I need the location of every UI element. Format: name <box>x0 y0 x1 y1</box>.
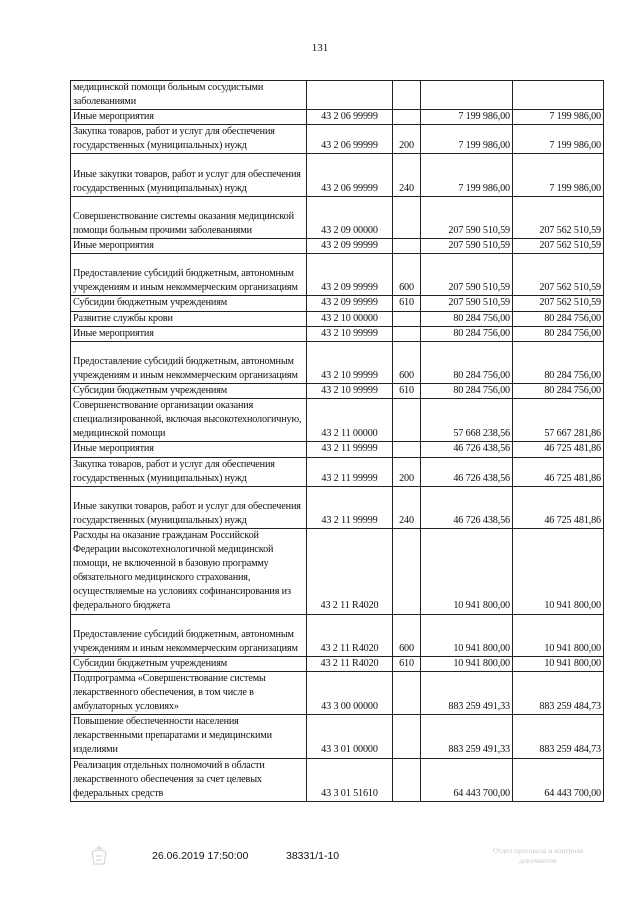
row-expense-type: 200 <box>393 125 421 154</box>
row-sum-2020: 80 284 756,00 <box>421 341 513 383</box>
row-code: 43 2 09 99999 <box>307 239 393 254</box>
row-sum-2020: 207 590 510,59 <box>421 239 513 254</box>
row-sum-2021: 207 562 510,59 <box>513 239 604 254</box>
row-sum-2021: 46 725 481,86 <box>513 442 604 457</box>
row-sum-2020: 80 284 756,00 <box>421 311 513 326</box>
table-row <box>71 110 604 125</box>
row-sum-2020: 883 259 491,33 <box>421 715 513 758</box>
row-code: 43 3 01 51610 <box>307 758 393 801</box>
row-sum-2021: 80 284 756,00 <box>513 341 604 383</box>
row-expense-type <box>393 81 421 110</box>
row-sum-2020: 80 284 756,00 <box>421 326 513 341</box>
row-name: Совершенствование системы оказания медицинской помощи больным прочими заболеваниями <box>71 196 307 238</box>
page-number: 131 <box>311 42 329 54</box>
row-code: 43 2 09 99999 <box>307 296 393 311</box>
row-name: Иные мероприятия <box>71 239 307 254</box>
row-expense-type: 200 <box>393 457 421 486</box>
row-expense-type: 600 <box>393 341 421 383</box>
row-code: 43 2 10 00000 <box>307 311 393 326</box>
row-sum-2021: 46 725 481,86 <box>513 486 604 528</box>
row-sum-2021: 883 259 484,73 <box>513 715 604 758</box>
table-row <box>71 154 604 196</box>
row-sum-2020: 7 199 986,00 <box>421 154 513 196</box>
row-sum-2020 <box>421 81 513 110</box>
row-code: 43 2 11 99999 <box>307 442 393 457</box>
row-sum-2020: 46 726 438,56 <box>421 457 513 486</box>
row-code: 43 2 11 R4020 <box>307 528 393 614</box>
row-name: Иные закупки товаров, работ и услуг для обеспечения государственных (муниципальных) нужд <box>71 154 307 196</box>
row-sum-2020: 64 443 700,00 <box>421 758 513 801</box>
row-expense-type <box>393 671 421 714</box>
row-code: 43 2 09 99999 <box>307 254 393 296</box>
row-name: Совершенствование организации оказания специализированной, включая высокотехнологичную, медицинской помощи <box>71 399 307 442</box>
row-expense-type <box>393 239 421 254</box>
row-expense-type <box>393 311 421 326</box>
row-expense-type <box>393 399 421 442</box>
row-sum-2020: 46 726 438,56 <box>421 442 513 457</box>
table-row <box>71 254 604 296</box>
row-code: 43 2 06 99999 <box>307 154 393 196</box>
row-name: Подпрограмма «Совершенствование системы лекарственного обеспечения, в том числе в амбулаторных условиях» <box>71 671 307 714</box>
row-name: медицинской помощи больным сосудистыми заболеваниями <box>71 81 307 110</box>
row-code: 43 2 11 00000 <box>307 399 393 442</box>
row-name: Расходы на оказание гражданам Российской Федерации высокотехнологичной медицинской помощи, не включенной в базовую программу обязательного медицинского страхования, осуществляемые на условиях софинансирования из федерального бюджета <box>71 528 307 614</box>
row-name: Предоставление субсидий бюджетным, автономным учреждениям и иным некоммерческим организациям <box>71 341 307 383</box>
row-sum-2021: 7 199 986,00 <box>513 125 604 154</box>
row-sum-2021: 207 562 510,59 <box>513 196 604 238</box>
row-code: 43 2 10 99999 <box>307 384 393 399</box>
row-name: Субсидии бюджетным учреждениям <box>71 656 307 671</box>
row-sum-2021: 10 941 800,00 <box>513 656 604 671</box>
table-row <box>71 326 604 341</box>
table-row <box>71 457 604 486</box>
row-expense-type <box>393 715 421 758</box>
row-code: 43 2 06 99999 <box>307 125 393 154</box>
row-sum-2020: 46 726 438,56 <box>421 486 513 528</box>
row-name: Иные мероприятия <box>71 110 307 125</box>
row-expense-type: 610 <box>393 296 421 311</box>
row-sum-2020: 10 941 800,00 <box>421 656 513 671</box>
row-sum-2021: 80 284 756,00 <box>513 384 604 399</box>
row-sum-2021: 46 725 481,86 <box>513 457 604 486</box>
row-sum-2020: 7 199 986,00 <box>421 125 513 154</box>
row-sum-2021: 207 562 510,59 <box>513 296 604 311</box>
row-expense-type: 610 <box>393 656 421 671</box>
row-sum-2021: 7 199 986,00 <box>513 110 604 125</box>
table-row <box>71 486 604 528</box>
row-name: Развитие службы крови <box>71 311 307 326</box>
row-sum-2020: 57 668 238,56 <box>421 399 513 442</box>
row-sum-2020: 207 590 510,59 <box>421 196 513 238</box>
row-name: Повышение обеспеченности населения лекарственными препаратами и медицинскими изделиями <box>71 715 307 758</box>
row-expense-type: 610 <box>393 384 421 399</box>
table-row <box>71 614 604 656</box>
row-name: Предоставление субсидий бюджетным, автономным учреждениям и иным некоммерческим организациям <box>71 254 307 296</box>
row-expense-type <box>393 528 421 614</box>
row-name: Реализация отдельных полномочий в области лекарственного обеспечения за счет целевых федеральных средств <box>71 758 307 801</box>
row-name: Субсидии бюджетным учреждениям <box>71 384 307 399</box>
row-code: 43 2 11 99999 <box>307 457 393 486</box>
row-code: 43 2 09 00000 <box>307 196 393 238</box>
row-code <box>307 81 393 110</box>
table-row <box>71 715 604 758</box>
row-sum-2020: 10 941 800,00 <box>421 528 513 614</box>
table-row <box>71 656 604 671</box>
row-sum-2020: 207 590 510,59 <box>421 254 513 296</box>
row-sum-2021: 57 667 281,86 <box>513 399 604 442</box>
row-sum-2020: 80 284 756,00 <box>421 384 513 399</box>
row-sum-2021: 64 443 700,00 <box>513 758 604 801</box>
row-expense-type <box>393 110 421 125</box>
row-expense-type: 240 <box>393 486 421 528</box>
row-sum-2021: 207 562 510,59 <box>513 254 604 296</box>
row-name: Предоставление субсидий бюджетным, автономным учреждениям и иным некоммерческим организациям <box>71 614 307 656</box>
row-sum-2020: 10 941 800,00 <box>421 614 513 656</box>
row-expense-type <box>393 326 421 341</box>
row-code: 43 2 11 R4020 <box>307 614 393 656</box>
row-expense-type <box>393 758 421 801</box>
table-row <box>71 528 604 614</box>
table-row <box>71 341 604 383</box>
row-expense-type <box>393 196 421 238</box>
row-name: Субсидии бюджетным учреждениям <box>71 296 307 311</box>
table-row <box>71 81 604 110</box>
row-sum-2021: 883 259 484,73 <box>513 671 604 714</box>
row-sum-2021 <box>513 81 604 110</box>
table-row <box>71 311 604 326</box>
row-name: Иные мероприятия <box>71 442 307 457</box>
table-row <box>71 196 604 238</box>
document-number: 38331/1-10 <box>286 850 340 862</box>
row-sum-2020: 7 199 986,00 <box>421 110 513 125</box>
row-expense-type: 240 <box>393 154 421 196</box>
print-datetime: 26.06.2019 17:50:00 <box>152 850 249 862</box>
table-row <box>71 399 604 442</box>
row-sum-2021: 10 941 800,00 <box>513 528 604 614</box>
row-name: Закупка товаров, работ и услуг для обеспечения государственных (муниципальных) нужд <box>71 125 307 154</box>
row-expense-type <box>393 442 421 457</box>
table-row <box>71 296 604 311</box>
row-code: 43 2 10 99999 <box>307 326 393 341</box>
budget-table-body <box>71 81 604 802</box>
row-sum-2021: 80 284 756,00 <box>513 311 604 326</box>
row-code: 43 2 11 R4020 <box>307 656 393 671</box>
table-row <box>71 384 604 399</box>
office-stamp: Отдел протокола и контроля документов <box>492 846 584 865</box>
row-code: 43 2 11 99999 <box>307 486 393 528</box>
budget-table <box>70 80 604 802</box>
row-name: Иные мероприятия <box>71 326 307 341</box>
table-row <box>71 125 604 154</box>
table-row <box>71 442 604 457</box>
row-code: 43 2 10 99999 <box>307 341 393 383</box>
row-sum-2021: 80 284 756,00 <box>513 326 604 341</box>
row-expense-type: 600 <box>393 254 421 296</box>
table-row <box>71 671 604 714</box>
row-sum-2020: 207 590 510,59 <box>421 296 513 311</box>
row-sum-2021: 7 199 986,00 <box>513 154 604 196</box>
row-sum-2021: 10 941 800,00 <box>513 614 604 656</box>
row-code: 43 3 00 00000 <box>307 671 393 714</box>
row-code: 43 2 06 99999 <box>307 110 393 125</box>
row-expense-type: 600 <box>393 614 421 656</box>
emblem-stamp <box>86 842 112 868</box>
table-row <box>71 758 604 801</box>
row-sum-2020: 883 259 491,33 <box>421 671 513 714</box>
table-row <box>71 239 604 254</box>
row-name: Иные закупки товаров, работ и услуг для обеспечения государственных (муниципальных) нужд <box>71 486 307 528</box>
row-code: 43 3 01 00000 <box>307 715 393 758</box>
row-name: Закупка товаров, работ и услуг для обеспечения государственных (муниципальных) нужд <box>71 457 307 486</box>
